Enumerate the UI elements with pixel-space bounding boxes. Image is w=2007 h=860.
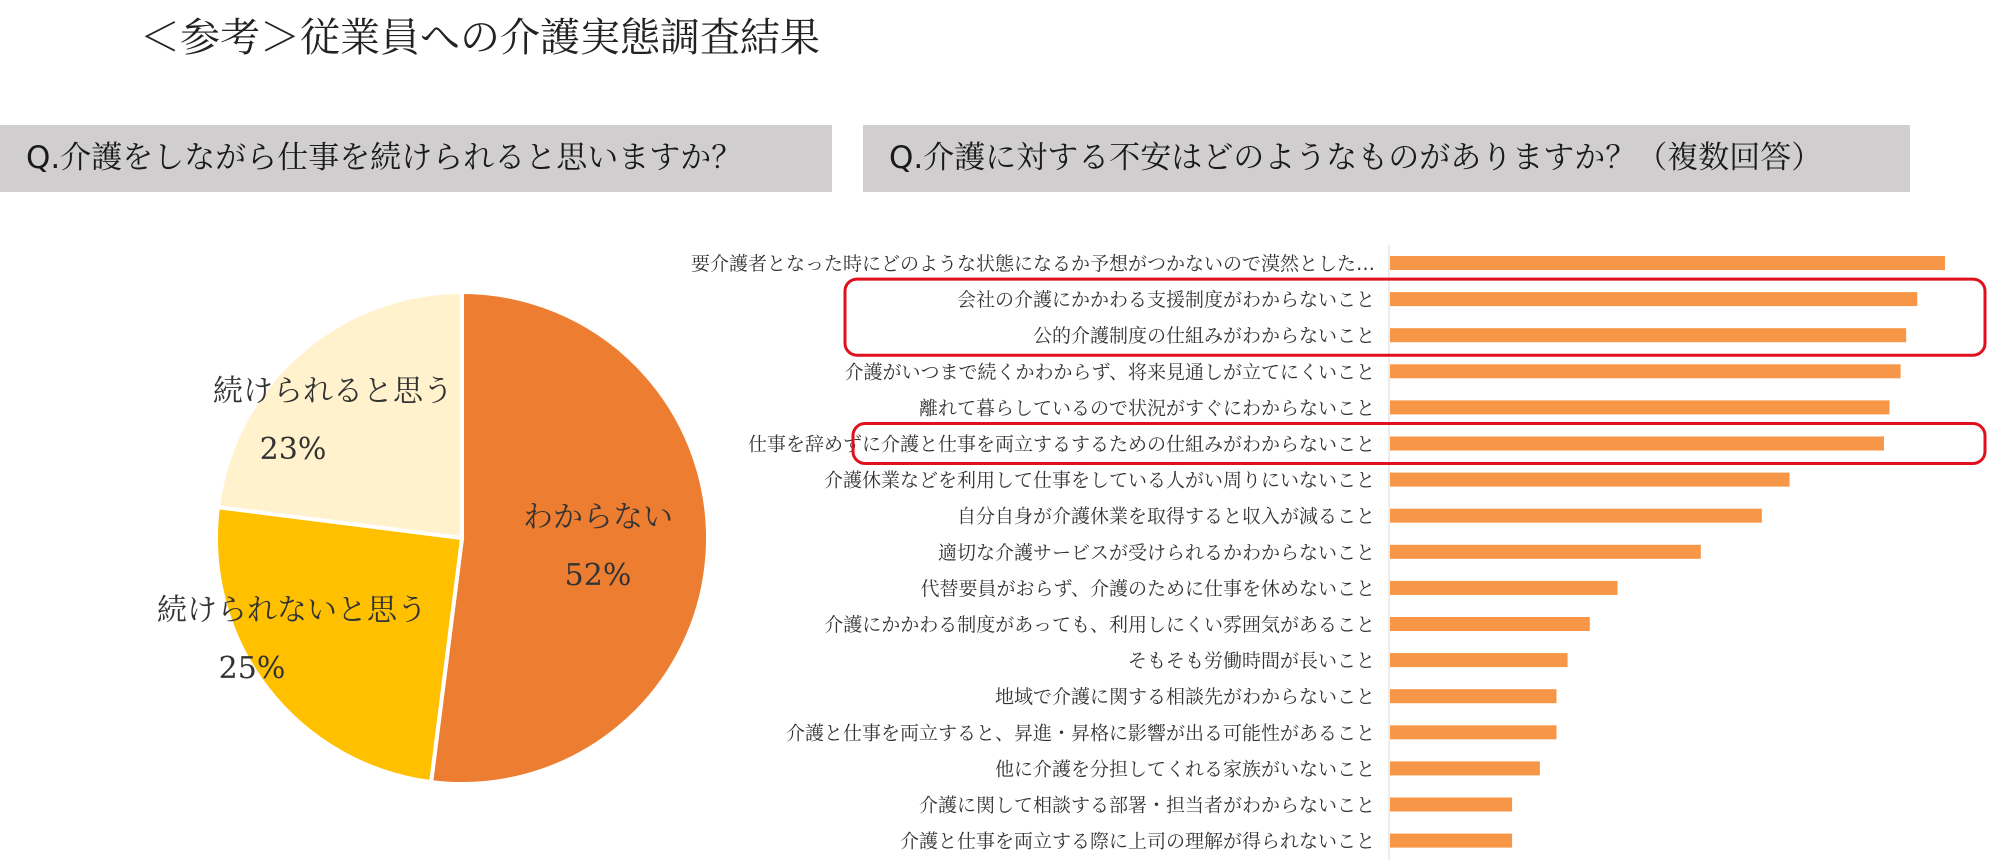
bar-3 xyxy=(1390,328,1906,342)
bar-8 xyxy=(1390,509,1762,523)
bar-4 xyxy=(1390,364,1901,378)
bar-label-14: 介護と仕事を両立すると、昇進・昇格に影響が出る可能性があること xyxy=(785,722,1375,745)
bar-label-4: 介護がいつまで続くかわからず、将来見通しが立てにくいこと xyxy=(844,361,1375,384)
bar-1 xyxy=(1390,256,1945,270)
pie-label-tsuzukerareru-text: 続けられると思う xyxy=(213,374,453,409)
bar-6 xyxy=(1390,437,1884,451)
bar-12 xyxy=(1390,653,1568,667)
bar-10 xyxy=(1390,581,1618,595)
pie-label-wakaranai-percent: 52% xyxy=(564,558,632,593)
bar-label-6: 仕事を辞めずに介護と仕事を両立するするための仕組みがわからないこと xyxy=(747,433,1375,456)
bar-label-17: 介護と仕事を両立する際に上司の理解が得られないこと xyxy=(899,830,1375,853)
bar-11 xyxy=(1390,617,1590,631)
bar-7 xyxy=(1390,473,1790,487)
page-title: ＜参考＞従業員への介護実態調査結果 xyxy=(140,15,820,61)
bar-14 xyxy=(1390,725,1557,739)
pie-label-tsuzukerareru-percent: 23% xyxy=(259,432,327,467)
pie-label-tsuzukerarenai-text: 続けられないと思う xyxy=(157,593,427,628)
pie-slice-tsuzukerarenai xyxy=(216,507,462,782)
pie-label-wakaranai-text: わからない xyxy=(523,500,673,535)
bar-label-13: 地域で介護に関する相談先がわからないこと xyxy=(994,686,1375,709)
bar-label-5: 離れて暮らしているので状況がすぐにわからないこと xyxy=(918,397,1375,420)
bar-label-9: 適切な介護サービスが受けられるかわからないこと xyxy=(937,541,1375,564)
bar-16 xyxy=(1390,798,1512,812)
bar-17 xyxy=(1390,834,1512,848)
bar-label-8: 自分自身が介護休業を取得すると収入が減ること xyxy=(956,505,1375,528)
pie-slice-tsuzukerareru xyxy=(218,292,462,538)
bar-label-12: そもそも労働時間が長いこと xyxy=(1127,650,1375,673)
bar-label-11: 介護にかかわる制度があっても、利用しにくい雰囲気があること xyxy=(824,614,1375,636)
bar-2 xyxy=(1390,292,1917,306)
bar-label-7: 介護休業などを利用して仕事をしている人がい周りにいないこと xyxy=(823,469,1375,492)
bar-label-10: 代替要員がおらず、介護のために仕事を休めないこと xyxy=(920,577,1375,600)
left-question-header: Q.介護をしながら仕事を続けられると思いますか？ xyxy=(0,125,832,192)
bar-label-2: 会社の介護にかかわる支援制度がわからないこと xyxy=(956,289,1375,312)
bar-label-16: 介護に関して相談する部署・担当者がわからないこと xyxy=(918,794,1375,817)
bar-label-1: 要介護者となった時にどのような状態になるか予想がつかないので漠然とした… xyxy=(690,253,1375,275)
bar-label-15: 他に介護を分担してくれる家族がいないこと xyxy=(994,758,1375,781)
pie-label-tsuzukerarenai-percent: 25% xyxy=(218,651,286,686)
bar-label-3: 公的介護制度の仕組みがわからないこと xyxy=(1032,325,1375,348)
right-question-header: Q.介護に対する不安はどのようなものがありますか？（複数回答） xyxy=(863,125,1910,192)
bar-13 xyxy=(1390,689,1557,703)
bar-9 xyxy=(1390,545,1701,559)
bar-15 xyxy=(1390,761,1540,775)
bar-5 xyxy=(1390,400,1890,414)
pie-slice-wakaranai xyxy=(431,292,708,784)
